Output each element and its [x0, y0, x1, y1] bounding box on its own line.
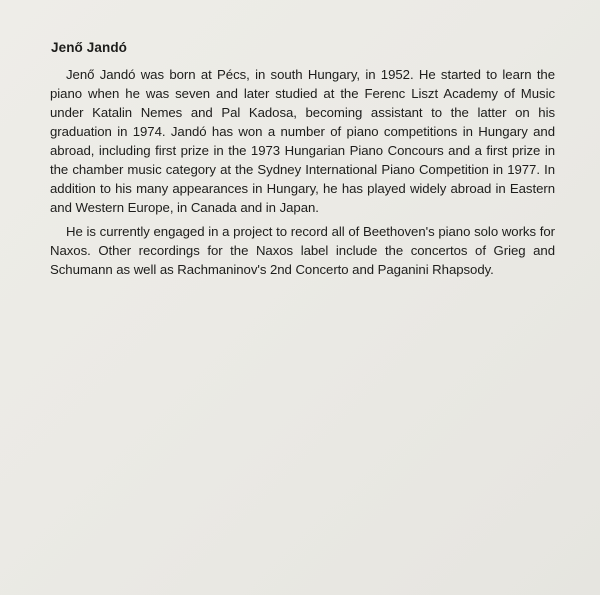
biography-paragraph-2: He is currently engaged in a project to record all of Beethoven's piano solo works for Naxos. Other recordings for the Naxos label include the concertos of Grieg and Schumann as well as Rachmaninov's 2nd Concerto and Paganini Rhapsody. [50, 224, 555, 277]
biography-heading: Jenő Jandó [51, 40, 128, 55]
biography-paragraph-1: Jenő Jandó was born at Pécs, in south Hungary, in 1952. He started to learn the piano when he was seven and later studied at the Ferenc Liszt Academy of Music under Katalin Nemes and Pal Kadosa, becoming assistant to the latter on his graduation in 1974. Jandó has won a number of piano competitions in Hungary and abroad, including first prize in the 1973 Hungarian Piano Concours and a first prize in the chamber music category at the Sydney International Piano Competition in 1977. In addition to his many appearances in Hungary, he has played widely abroad in Eastern and Western Europe, in Canada and in Japan. [50, 67, 555, 215]
biography-section [50, 40, 555, 284]
